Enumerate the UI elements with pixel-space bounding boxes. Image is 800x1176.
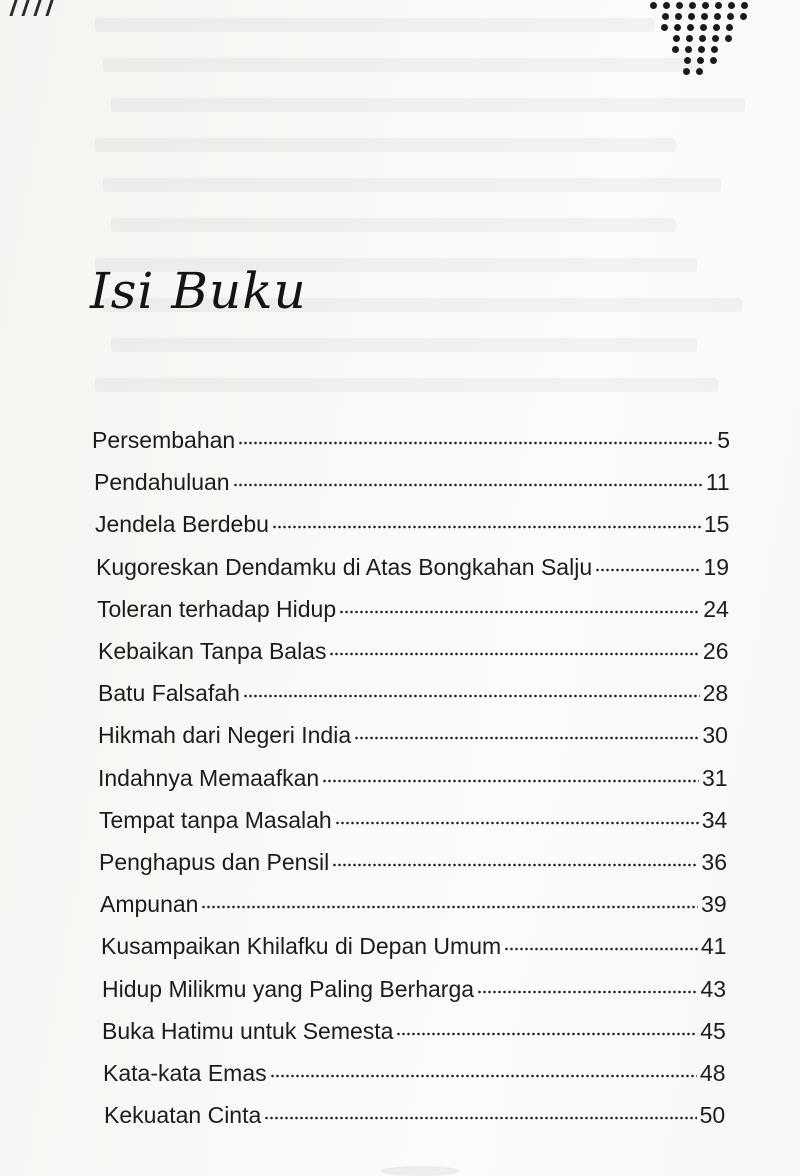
dot-leader bbox=[272, 523, 701, 531]
toc-entry[interactable] bbox=[92, 418, 730, 454]
toc-entry[interactable] bbox=[97, 587, 729, 623]
dot-leader bbox=[329, 650, 699, 658]
toc-entry-title: Penghapus dan Pensil bbox=[99, 849, 330, 875]
toc-entry[interactable] bbox=[98, 629, 729, 665]
pattern-dot bbox=[701, 13, 708, 20]
pattern-dot bbox=[726, 24, 733, 31]
ghost-line bbox=[111, 98, 745, 112]
toc-entry[interactable] bbox=[95, 502, 729, 538]
ghost-line bbox=[103, 58, 700, 72]
dot-leader bbox=[477, 988, 697, 996]
toc-entry-page-number: 45 bbox=[700, 1017, 726, 1044]
dot-leader bbox=[322, 777, 699, 785]
pattern-dot bbox=[687, 24, 694, 31]
pattern-dot bbox=[699, 35, 706, 42]
dot-leader bbox=[595, 566, 700, 574]
toc-entry[interactable] bbox=[98, 671, 728, 707]
toc-entry-title: Ampunan bbox=[100, 891, 199, 918]
pattern-dot bbox=[702, 2, 709, 9]
pattern-dot bbox=[662, 13, 669, 20]
toc-entry-title: Batu Falsafah bbox=[98, 680, 240, 707]
pattern-dot bbox=[711, 46, 718, 53]
toc-entry[interactable] bbox=[99, 798, 727, 834]
pattern-dot bbox=[663, 2, 670, 9]
toc-entry-title: Kekuatan Cinta bbox=[104, 1102, 262, 1129]
toc-entry-page-number: 11 bbox=[705, 469, 730, 496]
toc-entry-page-number: 50 bbox=[699, 1102, 726, 1129]
toc-entry-title: Pendahuluan bbox=[94, 469, 230, 496]
toc-entry-page-number: 36 bbox=[701, 849, 727, 875]
toc-entry[interactable] bbox=[99, 840, 727, 876]
pattern-dot bbox=[696, 68, 703, 75]
toc-entry-title: Tempat tanpa Masalah bbox=[99, 806, 332, 833]
pattern-dot bbox=[740, 13, 747, 20]
pattern-dot bbox=[741, 2, 748, 9]
toc-entry-page-number: 15 bbox=[703, 511, 730, 538]
toc-entry[interactable] bbox=[102, 1009, 726, 1045]
dot-leader bbox=[335, 819, 699, 827]
toc-entry-page-number: 19 bbox=[703, 553, 730, 580]
pattern-dot bbox=[676, 2, 683, 9]
toc-entry-page-number: 24 bbox=[703, 595, 729, 622]
toc-entry[interactable] bbox=[98, 713, 728, 749]
toc-entry-page-number: 43 bbox=[700, 975, 727, 1002]
toc-entry[interactable] bbox=[103, 1051, 726, 1087]
toc-entry-page-number: 31 bbox=[702, 764, 728, 791]
dot-leader bbox=[238, 439, 713, 447]
pattern-dot bbox=[727, 13, 734, 20]
pattern-dot bbox=[697, 57, 704, 64]
ghost-line bbox=[95, 18, 655, 32]
toc-entry-title: Jendela Berdebu bbox=[95, 511, 269, 538]
toc-entry-title: Hikmah dari Negeri India bbox=[98, 722, 352, 749]
pattern-dot bbox=[672, 46, 679, 53]
ghost-line bbox=[95, 138, 676, 152]
toc-entry-page-number: 28 bbox=[702, 680, 729, 707]
toc-entry-page-number: 30 bbox=[702, 722, 728, 749]
edge-tick-marks bbox=[8, 0, 68, 18]
dot-leader bbox=[332, 861, 698, 869]
page-smudge bbox=[380, 1166, 460, 1176]
dot-leader bbox=[243, 692, 700, 700]
toc-entry[interactable] bbox=[96, 545, 729, 581]
toc-entry-page-number: 41 bbox=[700, 933, 727, 960]
dot-leader bbox=[354, 734, 699, 742]
toc-entry-title: Hidup Milikmu yang Paling Berharga bbox=[102, 975, 475, 1002]
pattern-dot bbox=[675, 13, 682, 20]
toc-entry-page-number: 34 bbox=[701, 806, 728, 833]
pattern-dot bbox=[713, 24, 720, 31]
toc-entry[interactable] bbox=[101, 924, 726, 960]
toc-entry-page-number: 39 bbox=[701, 891, 727, 918]
toc-entry[interactable] bbox=[100, 882, 727, 918]
dot-leader bbox=[201, 903, 698, 911]
pattern-dot bbox=[725, 35, 732, 42]
ghost-line bbox=[111, 338, 697, 352]
toc-entry-title: Kebaikan Tanpa Balas bbox=[98, 638, 327, 664]
dot-leader bbox=[264, 1114, 696, 1122]
pattern-dot bbox=[700, 24, 707, 31]
dot-leader bbox=[504, 945, 698, 953]
dot-leader bbox=[339, 608, 700, 616]
pattern-dot bbox=[688, 13, 695, 20]
pattern-dot bbox=[714, 13, 721, 20]
toc-entry-page-number: 48 bbox=[699, 1060, 726, 1086]
pattern-dot bbox=[685, 46, 692, 53]
toc-entry-page-number: 5 bbox=[717, 427, 730, 453]
ghost-line bbox=[95, 378, 718, 392]
pattern-dot bbox=[684, 57, 691, 64]
pattern-dot bbox=[710, 57, 717, 64]
pattern-dot bbox=[674, 24, 681, 31]
pattern-dot bbox=[728, 2, 735, 9]
pattern-dot bbox=[661, 24, 668, 31]
ghost-line bbox=[111, 218, 676, 232]
pattern-dot bbox=[683, 68, 690, 75]
pattern-dot bbox=[715, 2, 722, 9]
toc-entry-title: Toleran terhadap Hidup bbox=[97, 595, 337, 622]
dot-leader bbox=[233, 481, 703, 489]
toc-entry-title: Persembahan bbox=[92, 427, 236, 453]
ghost-line bbox=[103, 178, 721, 192]
pattern-dot bbox=[712, 35, 719, 42]
toc-entry-page-number: 26 bbox=[702, 638, 729, 664]
pattern-dot bbox=[686, 35, 693, 42]
dot-leader bbox=[270, 1072, 697, 1080]
toc-entry[interactable] bbox=[102, 967, 726, 1003]
toc-entry-title: Kugoreskan Dendamku di Atas Bongkahan Salju bbox=[96, 553, 593, 580]
toc-entry[interactable] bbox=[104, 1093, 725, 1129]
dot-leader bbox=[396, 1030, 697, 1038]
pattern-dot bbox=[689, 2, 696, 9]
corner-dot-pattern bbox=[640, 0, 800, 90]
page-title: Isi Buku bbox=[90, 262, 307, 320]
pattern-dot bbox=[650, 2, 657, 9]
toc-entry[interactable] bbox=[98, 756, 728, 792]
toc-entry-title: Kusampaikan Khilafku di Depan Umum bbox=[101, 933, 502, 960]
pattern-dot bbox=[698, 46, 705, 53]
toc-entry-title: Buka Hatimu untuk Semesta bbox=[102, 1017, 394, 1044]
toc-entry-title: Indahnya Memaafkan bbox=[98, 764, 320, 791]
toc-entry-title: Kata-kata Emas bbox=[103, 1060, 267, 1086]
toc-entry[interactable] bbox=[94, 460, 730, 496]
pattern-dot bbox=[673, 35, 680, 42]
